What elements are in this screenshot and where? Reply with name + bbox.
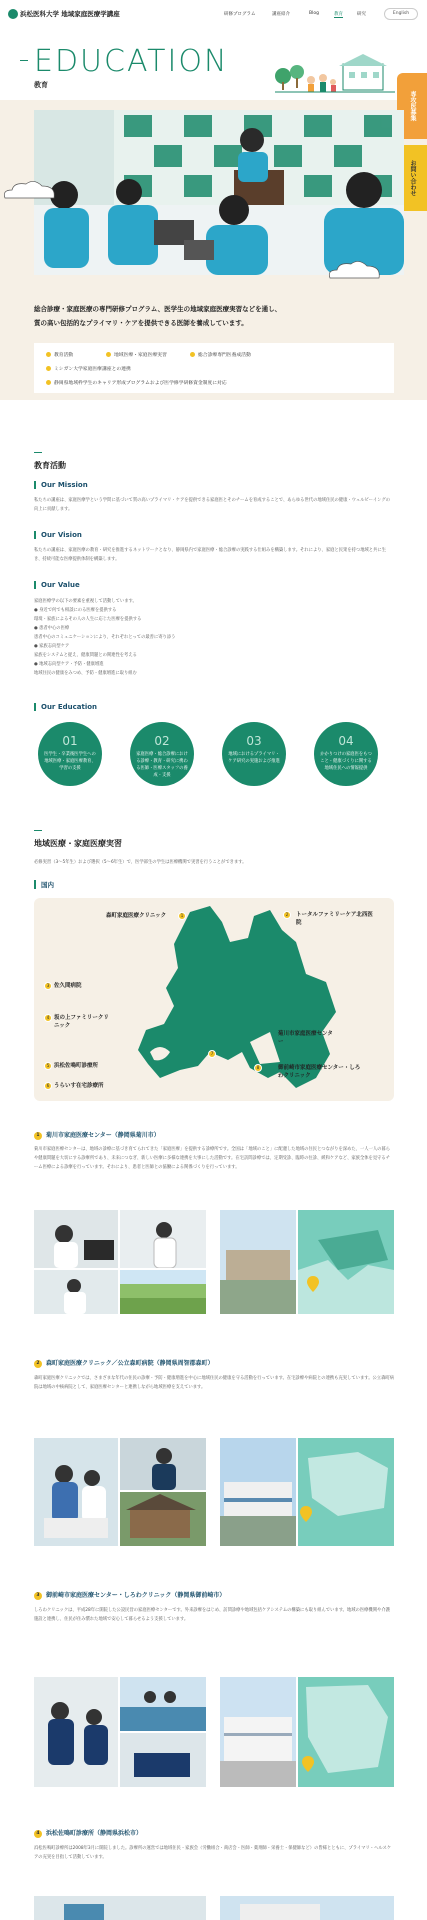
feature-label: 教育活動 [54,353,74,358]
facility-location-map[interactable] [298,1210,394,1314]
facility-number: 1 [34,1132,42,1140]
map-pin-5[interactable]: 5 [44,1062,52,1070]
map-label-5[interactable] [54,1062,98,1070]
circle-label: 地域におけるプライマリ・ケア研究の実施および推進 [228,752,280,764]
university-logo-icon[interactable] [8,9,18,19]
facility-building-photo [220,1677,296,1787]
facility-building-photo [220,1896,394,1920]
map-label-4[interactable] [54,1014,114,1030]
facility-title-3 [34,1590,225,1600]
education-circle-4 [314,722,378,786]
circle-label: かかりつけの家庭医をもつこと・健康づくりに関する地域住民への情報提供 [320,752,372,771]
facility-photo [120,1733,206,1787]
mission-text: 私たちの講座は、家庭医療学という学問に基づいて質の高いプライマリ・ケアを提供できる家庭医とそのチームを育成することで、あらゆる世代の地域住民の健康・ウェルビーイングの向上に貢献します。 [34,498,390,512]
lecture-photo-illustration [34,110,404,275]
practice-lead: 必修実習（3〜5年生）および選択（5〜6年生）で、医学部生の学生は医療機関で実習を行うことができます。 [34,860,247,865]
education-circle-2 [130,722,194,786]
vision-title: Our Vision [34,531,82,539]
bullet-icon [46,366,51,371]
hero-lead-line-2: 質の高い包括的なプライマリ・ケアを提供できる医師を養成しています。 [34,319,248,327]
nav-item-program[interactable]: 研修プログラム [224,12,256,17]
bullet-icon [106,352,111,357]
map-pin-6[interactable]: 6 [44,1082,52,1090]
value-item: 地域住民の健康をみつめ、予防・健康増進に取り組む [34,671,137,676]
feature-item [46,379,227,386]
cloud-decoration [0,178,60,202]
education-circle-3 [222,722,286,786]
facility-photo [120,1210,206,1268]
map-pin-7[interactable]: 7 [208,1050,216,1058]
circle-number: 03 [246,734,262,748]
facility-photo [34,1677,118,1787]
section-divider [34,830,42,831]
facility-title-text: 御前崎市家庭医療センター・しろわクリニック（静岡県御前崎市） [46,1592,226,1599]
facility-number: 4 [34,1830,42,1838]
value-item: 家庭医療学の以下の要素を重視して活動しています。 [34,599,137,604]
circle-label: 家庭医療・総合診療における診療・教育・研究に携わる医師・医療スタッフの養成・支援 [136,752,188,778]
education-circle-1 [38,722,102,786]
map-label-8[interactable] [278,1064,363,1080]
facility-building-photo [220,1438,296,1546]
feature-label: 地域医療・家庭医療実習 [114,353,167,358]
nav-item-education[interactable]: 教育 [334,12,343,17]
map-pin-3[interactable]: 3 [44,982,52,990]
map-label-text: 御前崎市家庭医療センター・しろわクリニック [278,1065,361,1079]
circle-label: 医学生・卒業後医学生への地域医療・家庭医療教育、学習の支援 [44,752,96,771]
circle-number: 02 [154,734,170,748]
circle-number: 04 [338,734,354,748]
value-item: 患者中心のコミュニケーションにより、それぞれとっての最善に寄り添う [34,635,176,640]
bullet-icon [190,352,195,357]
vision-text: 私たちの講座は、家庭医療の教育・研究を推進するネットワークとなり、静岡県内で家庭医療・総合診療の実践する仕組みを構築します。それにより、家庭と民衆を持つ地域と共に生き、持続可能な医療提供体制を構築します。 [34,548,386,562]
facility-title-1 [34,1130,160,1140]
facility-photo [34,1896,206,1920]
map-label-2[interactable] [296,911,376,927]
map-pin-8[interactable]: 8 [254,1064,262,1072]
facility-photo [34,1438,118,1546]
nav-item-about[interactable]: 講座紹介 [272,12,290,17]
facility-number: 2 [34,1360,42,1368]
facility-photo [120,1270,206,1314]
map-label-text: トータルファミリーケア北西医院 [296,912,373,926]
location-pin-icon [307,1276,319,1292]
circle-number: 01 [62,734,78,748]
hero-lead [34,302,281,330]
bullet-icon [46,352,51,357]
value-item: ● 家族志向型ケア [34,644,70,649]
location-pin-icon [300,1506,312,1522]
bullet-icon [46,380,51,385]
facility-text-1: 菊川市家庭医療センターは、地域の診療に基づき育てられてきた「家庭医療」を提供する診療所です。全国は「地域のこと」に配慮した地域の住民とつながりを深めた、一人一人の暮らや健康問題を大切にする診療所であり、未来につなぎ、新しい医療に多様な連携を大事にした活動です。在宅訪問診療では、定期受診、臨時の往診、緩和ケアなど、家族全体を見守るチーム医療による診療を行っています。それにより、患者と医師との協働による関係づくりを行っています。 [34,1147,391,1170]
facility-photo [120,1492,206,1546]
map-label-text: 佐久間病院 [54,983,82,989]
facility-text-2: 森町家庭医療クリニックでは、さまざまな年代の住民の診療・予防・健康増進を中心に地域住民の健康を守る活動を行っています。在宅診療や病院との連携も充実しています。公立森町病院は地域の中核病院として、家庭医療センターと連携しながら地域医療を支えています。 [34,1376,394,1390]
value-title: Our Value [34,581,80,589]
contact-tab[interactable]: お問い合わせ [397,145,427,211]
map-label-3[interactable] [54,982,82,990]
map-label-text: 浜松佐鳴町診療所 [54,1063,99,1069]
facility-photo [120,1438,206,1490]
map-label-text: 菊川市家庭医療センター [278,1031,333,1045]
facility-location-map[interactable] [298,1438,394,1546]
feature-label: 静岡県地域枠学生のキャリア形成プログラムおよび医学修学研修資金制度に対応 [54,381,227,386]
community-illustration [275,50,395,100]
site-title[interactable]: 浜松医科大学 地域家庭医療学講座 [20,10,120,18]
facility-title-text: 浜松佐鳴町診療所（静岡県浜松市） [46,1830,143,1837]
facility-title-text: 菊川市家庭医療センター（静岡県菊川市） [46,1132,160,1139]
feature-label: 総合診療専門医養成活動 [198,353,251,358]
facility-text-3: しろわクリニックは、平成28年に開院した公設民営の家庭医療センターです。外来診療をはじめ、訪問診療や地域包括ケアシステムの構築にも取り組んでいます。地域の医療機関や介護施設と連携し、住民が住み慣れた地域で安心して暮らせるよう支援しています。 [34,1608,390,1622]
section-title-practice: 地域医療・家庭医療実習 [34,839,122,848]
page-title: EDUCATION [34,44,229,79]
facility-title-4 [34,1828,142,1838]
map-label-text: うらいす在宅診療所 [54,1083,104,1089]
feature-item [46,351,73,358]
mission-title: Our Mission [34,481,88,489]
feature-item [106,351,167,358]
education-subtitle: Our Education [34,703,97,711]
page-subtitle: 教育 [34,81,48,89]
value-item: ● 患者中心の医療 [34,626,70,631]
map-label-7[interactable] [278,1030,333,1046]
nav-item-blog[interactable]: Blog [309,11,319,16]
site-header [0,0,427,28]
map-pin-4[interactable]: 4 [44,1014,52,1022]
value-item: 環境・家族によるその人の人生に応じた医療を提供する [34,617,142,622]
hero-photo [34,110,404,275]
nav-item-research[interactable]: 研究 [357,12,366,17]
facility-title-text: 森町家庭医療クリニック／公立森町病院（静岡県周智郡森町） [46,1360,214,1367]
map-label-1[interactable] [106,912,166,920]
facility-number: 3 [34,1592,42,1600]
section-title-education: 教育活動 [34,461,66,470]
facility-text-4: 浜松佐鳴町診療所は2008年3月に開院しました。診療所の運営では地域住民・家族会（労働組合・商店会・医師・薬剤師・栄養士・保健師など）の皆様とともに、プライマリ・ヘルスケアの充実を目指して活動しています。 [34,1846,392,1860]
map-pin-2[interactable]: 2 [283,911,291,919]
feature-list [34,343,394,393]
facility-photo [34,1270,118,1314]
feature-item [190,351,251,358]
value-item: ● 地域志向型ケア・予防・健康増進 [34,662,104,667]
value-item: 家族をシステムと捉え、健康問題との関連性を考える [34,653,137,658]
facility-photo [120,1677,206,1731]
map-label-text: 森町家庭医療クリニック [106,913,167,919]
value-item: ● 身近で何でも相談にのる医療を提供する [34,608,117,613]
hero-lead-line-1: 総合診療・家庭医療の専門研修プログラム、医学生の地域家庭医療実習などを通し、 [34,305,282,313]
feature-item [46,365,131,372]
english-button[interactable]: English [384,8,418,20]
facility-photo [34,1210,118,1268]
value-list [34,597,394,678]
section-divider [34,452,42,453]
facility-title-2 [34,1358,214,1368]
map-pin-1[interactable]: 1 [178,912,186,920]
domestic-title: 国内 [34,880,54,889]
map-label-text: 坂の上ファミリークリニック [54,1015,109,1029]
recruit-tab[interactable]: 専攻医募集 [397,73,427,139]
feature-label: ミシガン大学家庭医療講座との連携 [54,367,131,372]
facility-building-photo [220,1210,296,1314]
map-label-6[interactable] [54,1082,104,1090]
hero-divider [20,60,28,61]
cloud-decoration [325,258,385,282]
location-pin-icon [302,1756,314,1772]
